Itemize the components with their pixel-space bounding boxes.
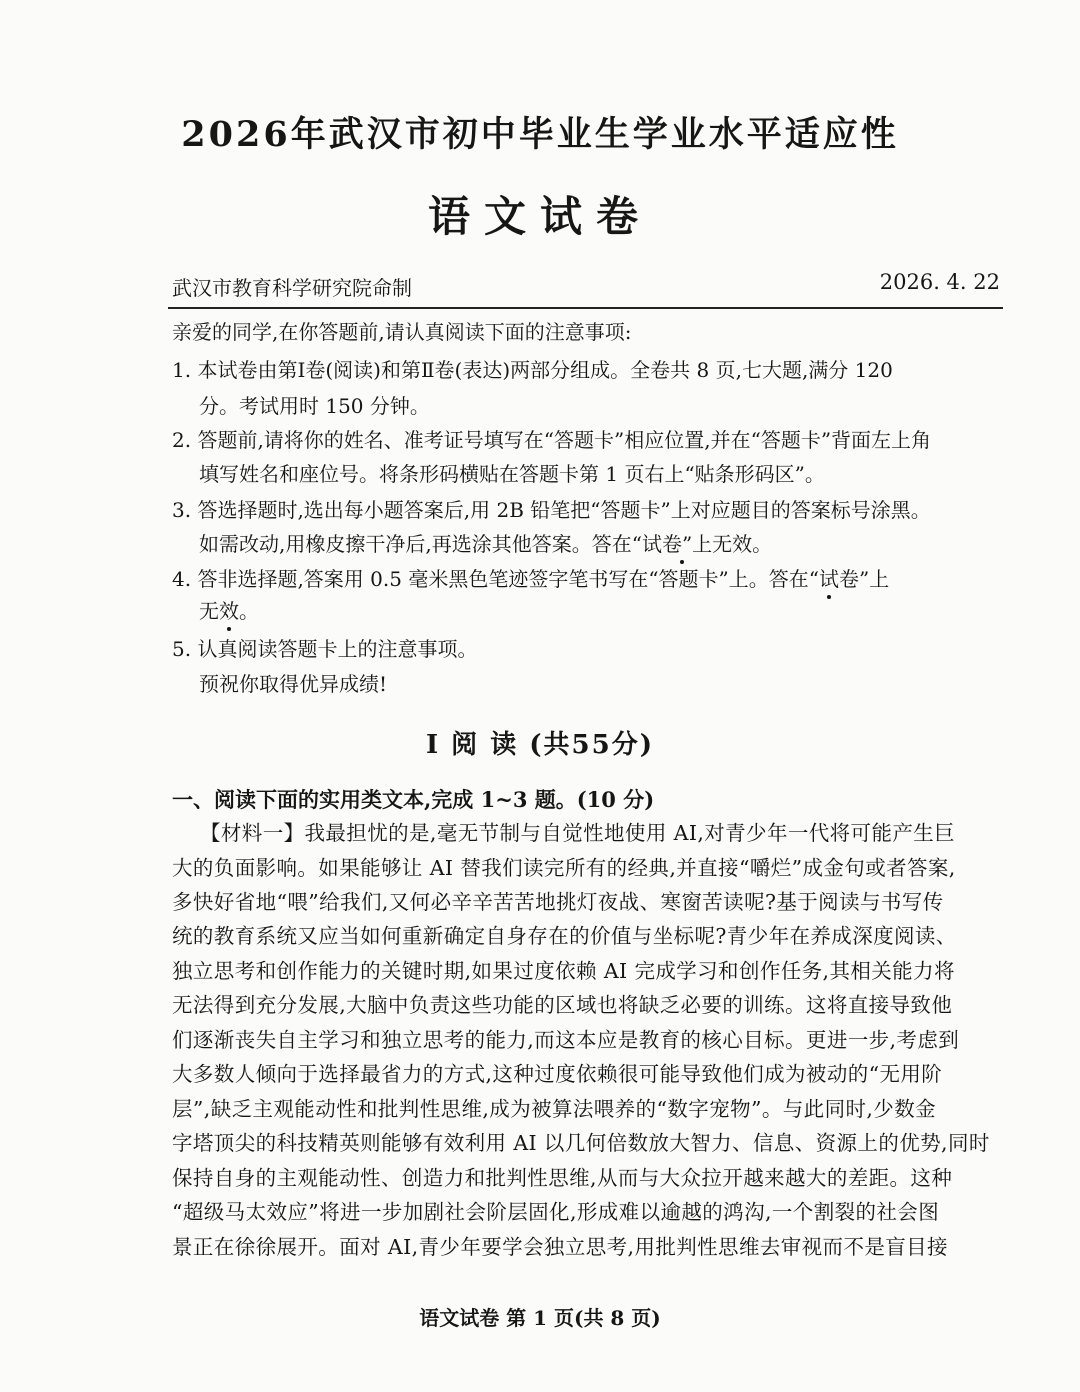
exam-date: 2026. 4. 22 — [879, 270, 1000, 294]
notice-item-2-line-2: 填写姓名和座位号。将条形码横贴在答题卡第 1 页右上“贴条形码区”。 — [199, 462, 825, 486]
passage-line: 独立思考和创作能力的关键时期,如果过度依赖 AI 完成学习和创作任务,其相关能力将 — [172, 959, 955, 983]
notice-item-3-line-2 — [199, 530, 772, 558]
passage-line: 大多数人倾向于选择最省力的方式,这种过度依赖很可能导致他们成为被动的“无用阶 — [172, 1062, 943, 1086]
notice-intro: 亲爱的同学,在你答题前,请认真阅读下面的注意事项: — [172, 320, 632, 344]
header-divider — [168, 307, 1003, 309]
question-title: 一、阅读下面的实用类文本,完成 1~3 题。(10 分) — [172, 787, 655, 812]
notice-item-4-line-1 — [172, 565, 889, 593]
notice-item-2-line-1: 2. 答题前,请将你的姓名、准考证号填写在“答题卡”相应位置,并在“答题卡”背面左上角 — [172, 428, 932, 452]
emphasis-warning: 答在“试卷”上无效。 — [591, 532, 773, 556]
emphasis-warning: 答在“试卷”上 — [768, 567, 890, 591]
notice-item-3-line-1: 3. 答选择题时,选出每小题答案后,用 2B 铅笔把“答题卡”上对应题目的答案标号涂黑。 — [172, 498, 931, 522]
notice-item-1-line-2: 分。考试用时 150 分钟。 — [199, 394, 430, 418]
notice-item-1-line-1: 1. 本试卷由第Ⅰ卷(阅读)和第Ⅱ卷(表达)两部分组成。全卷共 8 页,七大题,满分 120 — [172, 358, 893, 382]
subject-title: 语文试卷 — [427, 192, 652, 241]
passage-line: “超级马太效应”将进一步加剧社会阶层固化,形成难以逾越的鸿沟,一个割裂的社会图 — [172, 1200, 940, 1224]
passage-line: 保持自身的主观能动性、创造力和批判性思维,从而与大众拉开越来越大的差距。这种 — [172, 1166, 953, 1190]
emphasis-warning: 无效。 — [199, 599, 259, 623]
passage-line: 无法得到充分发展,大脑中负责这些功能的区域也将缺乏必要的训练。这将直接导致他 — [172, 993, 953, 1017]
notice-item-4-text: 4. 答非选择题,答案用 0.5 毫米黑色笔迹签字笔书写在“答题卡”上。 — [172, 567, 769, 591]
passage-line: 【材料一】我最担忧的是,毫无节制与自觉性地使用 AI,对青少年一代将可能产生巨 — [200, 821, 956, 845]
section-title: Ⅰ 阅 读 (共55分) — [425, 730, 655, 760]
issuer: 武汉市教育科学研究院命制 — [172, 276, 412, 300]
notice-item-3-text: 如需改动,用橡皮擦干净后,再选涂其他答案。 — [199, 532, 592, 556]
page-footer: 语文试卷 第 1 页(共 8 页) — [419, 1306, 661, 1330]
passage-line: 字塔顶尖的科技精英则能够有效利用 AI 以几何倍数放大智力、信息、资源上的优势,同时 — [172, 1131, 990, 1155]
exam-title: 2026年武汉市初中毕业生学业水平适应性 — [181, 114, 899, 155]
passage-line: 们逐渐丧失自主学习和独立思考的能力,而这本应是教育的核心目标。更进一步,考虑到 — [172, 1028, 960, 1052]
passage-line: 大的负面影响。如果能够让 AI 替我们读完所有的经典,并直接“嚼烂”成金句或者答案, — [172, 856, 956, 880]
notice-item-4-line-2 — [199, 597, 259, 625]
passage-line: 多快好省地“喂”给我们,又何必辛辛苦苦地挑灯夜战、寒窗苦读呢?基于阅读与书写传 — [172, 890, 944, 914]
good-luck-wish: 预祝你取得优异成绩! — [199, 672, 388, 696]
passage-line: 层”,缺乏主观能动性和批判性思维,成为被算法喂养的“数字宠物”。与此同时,少数金 — [172, 1097, 936, 1121]
notice-item-5: 5. 认真阅读答题卡上的注意事项。 — [172, 637, 478, 661]
passage-line: 景正在徐徐展开。面对 AI,青少年要学会独立思考,用批判性思维去审视而不是盲目接 — [172, 1235, 948, 1259]
passage-line: 统的教育系统又应当如何重新确定自身存在的价值与坐标呢?青少年在养成深度阅读、 — [172, 924, 957, 948]
